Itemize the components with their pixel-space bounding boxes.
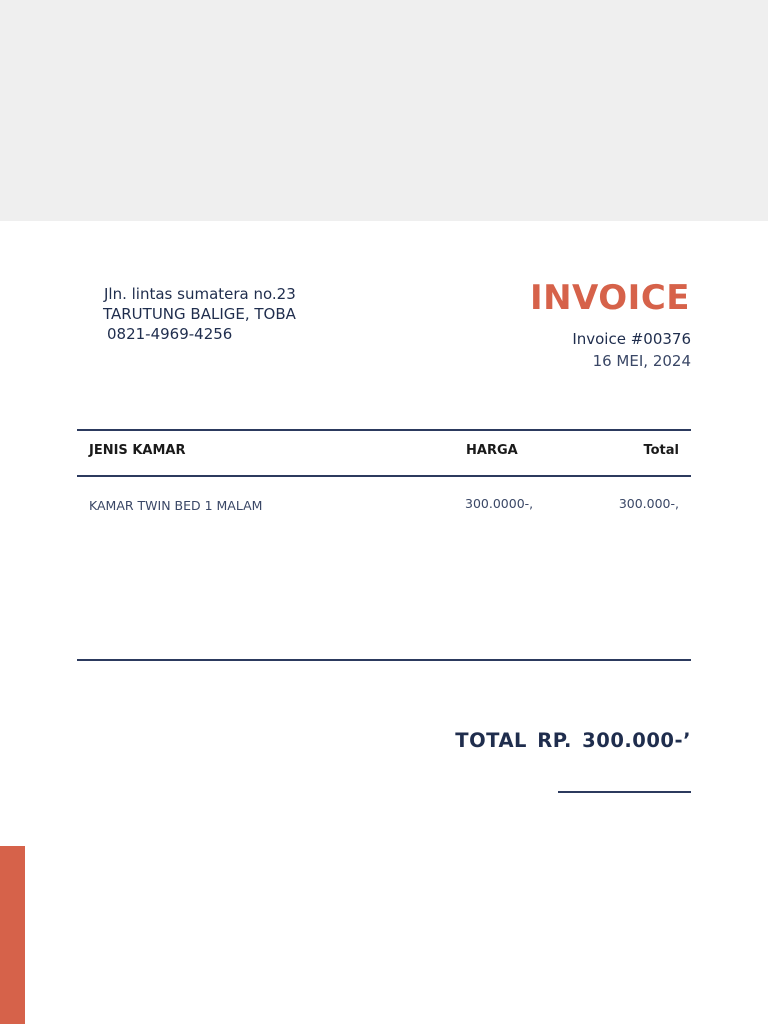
address-line-1: Jln. lintas sumatera no.23 [104, 285, 296, 303]
column-header-item: JENIS KAMAR [89, 443, 186, 458]
table-header-rule [77, 475, 691, 477]
invoice-title: INVOICE [529, 278, 690, 318]
phone-number: 0821-4969-4256 [107, 325, 233, 343]
row-item: KAMAR TWIN BED 1 MALAM [89, 498, 263, 513]
grand-total: TOTAL RP. 300.000-’ [455, 729, 691, 752]
invoice-number: Invoice #00376 [572, 330, 691, 348]
address-line-2: TARUTUNG BALIGE, TOBA [103, 305, 296, 323]
accent-bar [0, 846, 25, 1024]
table-top-rule [77, 429, 691, 431]
invoice-date: 16 MEI, 2024 [592, 352, 691, 370]
row-price: 300.0000-, [465, 496, 534, 511]
header-band [0, 0, 768, 221]
sender-address [103, 284, 296, 344]
signature-line [558, 791, 691, 793]
row-total: 300.000-, [618, 496, 679, 511]
column-header-price: HARGA [466, 443, 518, 458]
table-bottom-rule [77, 659, 691, 661]
column-header-total: Total [643, 443, 679, 458]
